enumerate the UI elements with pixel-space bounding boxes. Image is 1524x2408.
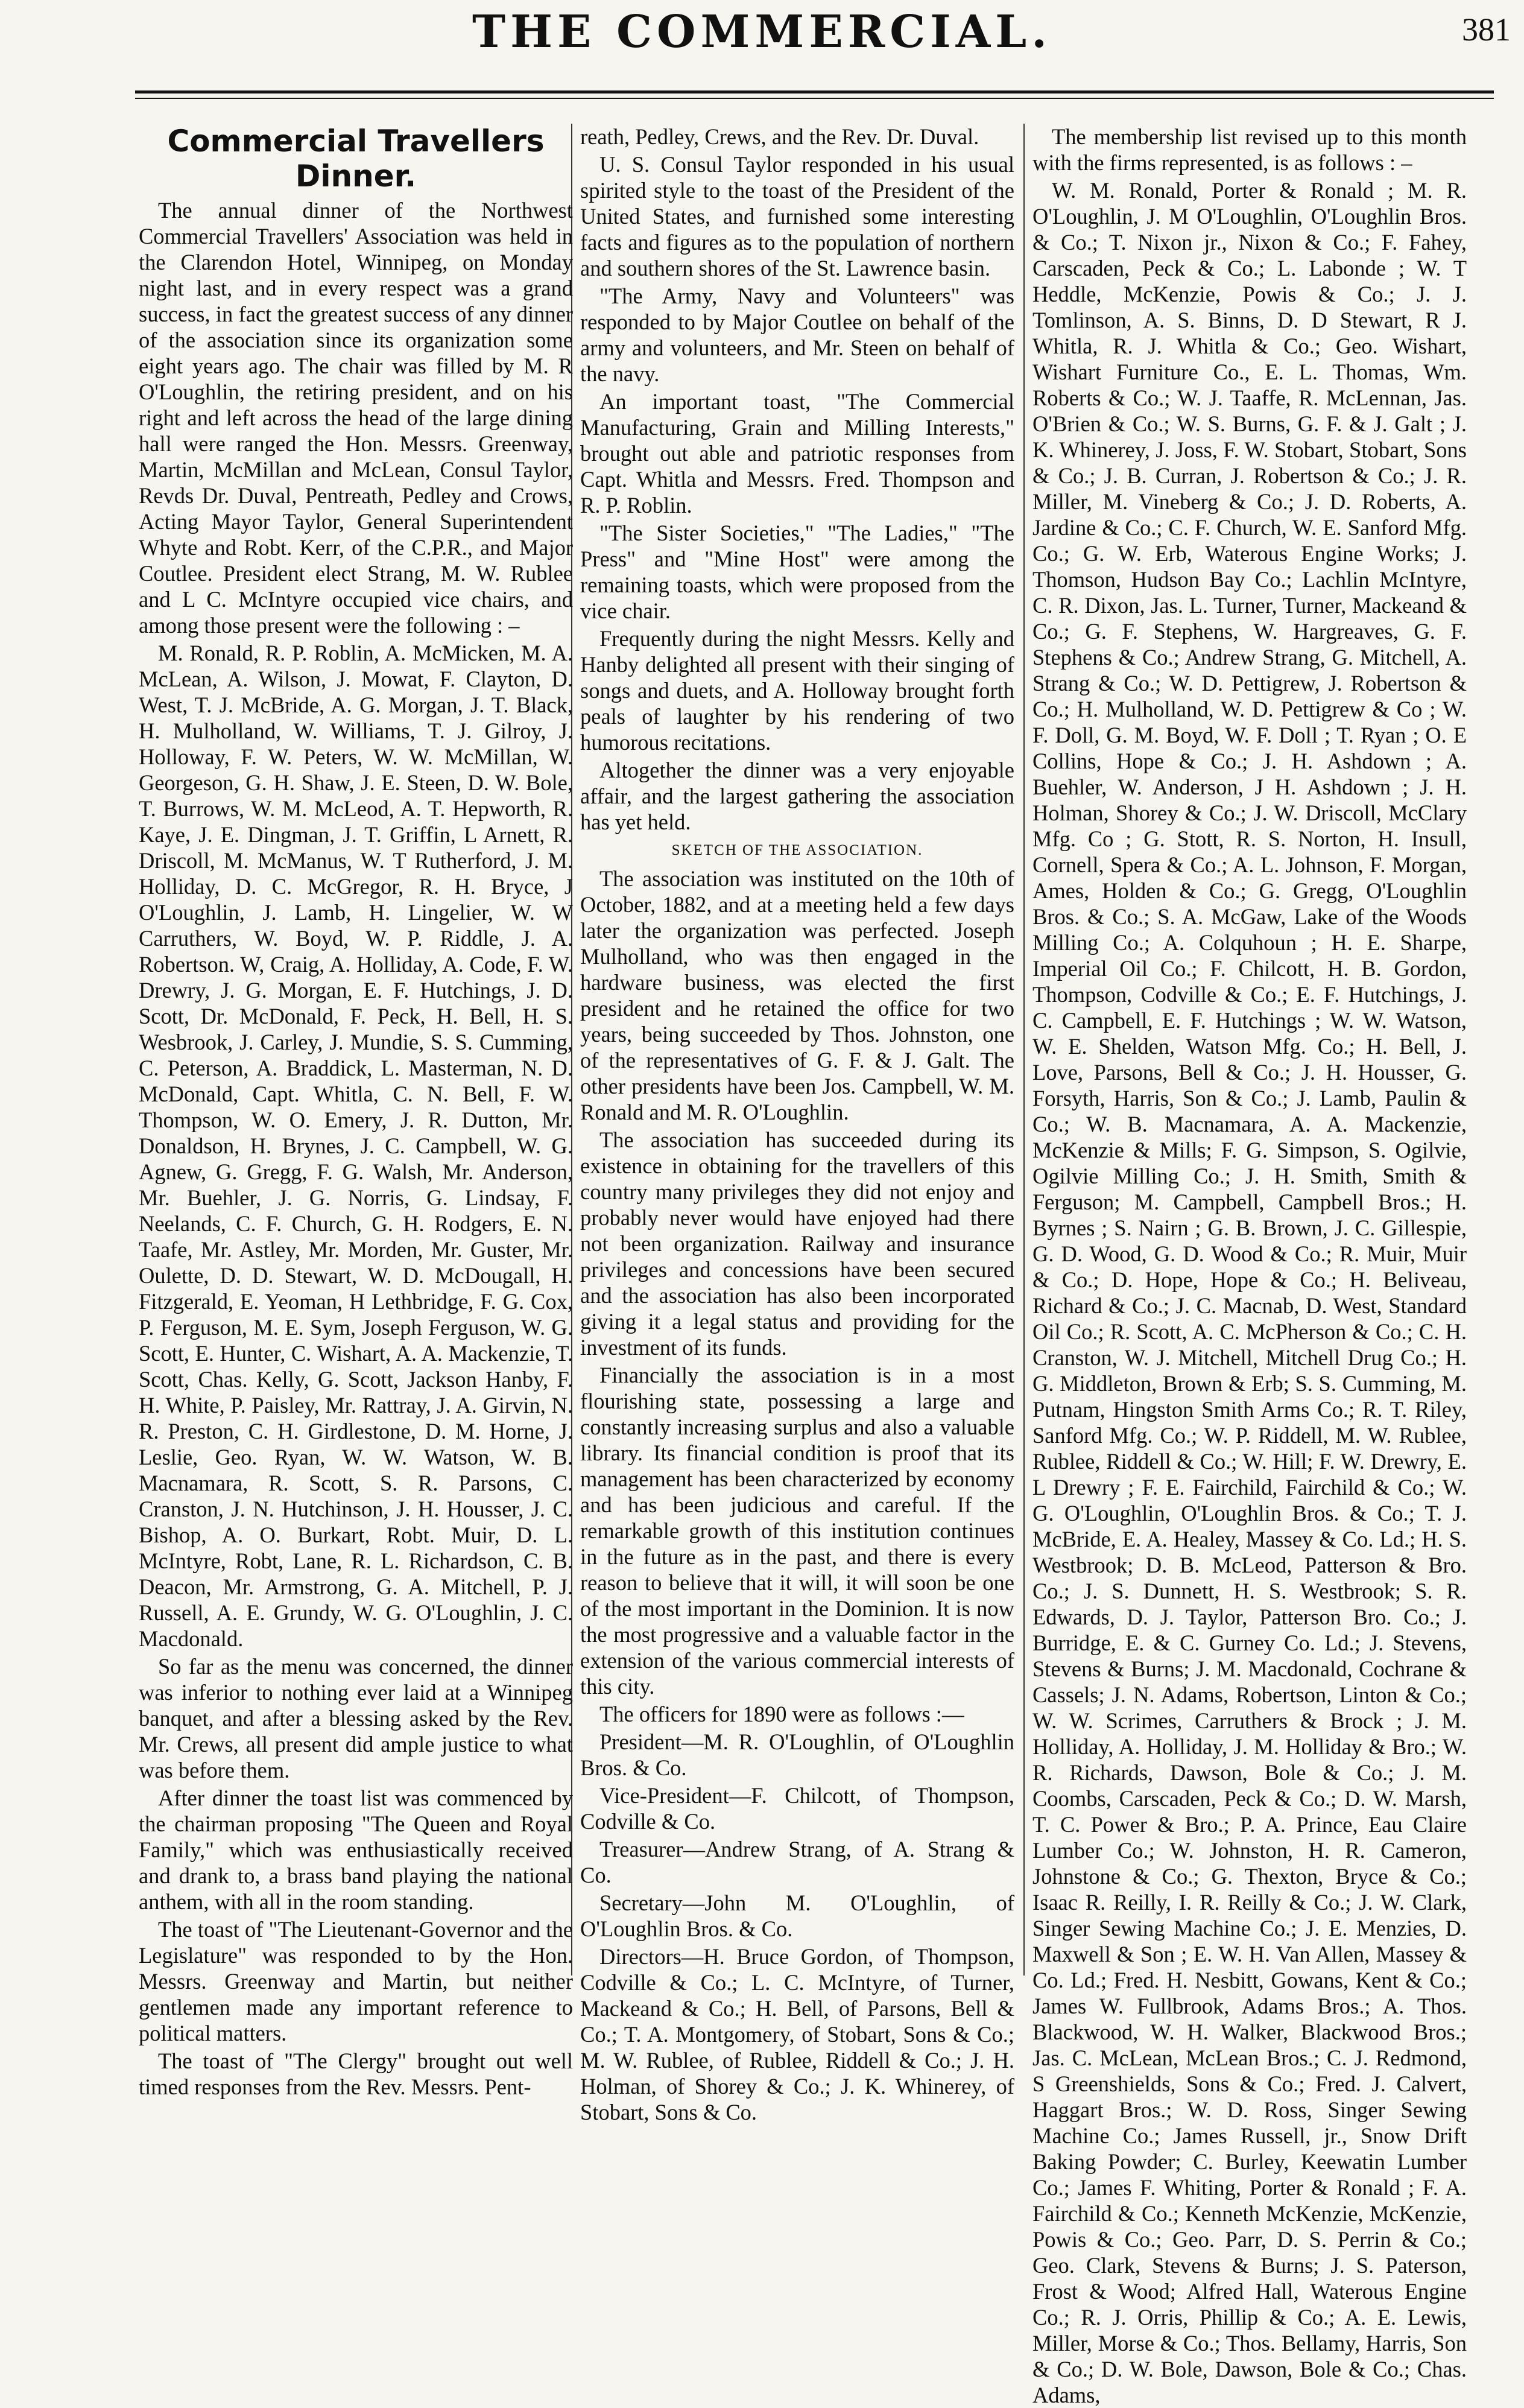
masthead-rule-thin bbox=[135, 98, 1494, 99]
paragraph: After dinner the toast list was commenced by the chairman proposing "The Queen and Royal Family," which was enthusiastically received and drank to, a brass band playing the national anthem, with all in the room standing. bbox=[139, 1785, 573, 1914]
paragraph: M. Ronald, R. P. Roblin, A. McMicken, M. A. McLean, A. Wilson, J. Mowat, F. Clayton, D. West, T. J. McBride, A. G. Morgan, J. T. Black, H. Mulholland, W. Williams, T. J. Gilroy, J. Holloway, F. W. Peters, W. W. McMillan, W. Georgeson, G. H. Shaw, J. E. Steen, D. W. Bole, T. Burrows, W. M. McLeod, A. T. Hepworth, R. Kaye, J. E. Dingman, J. T. Griffin, L Arnett, R. Driscoll, M. McManus, W. T Rutherford, J. M. Holliday, D. C. McGregor, R. H. Bryce, J O'Loughlin, J. Lamb, H. Lingelier, W. W Carruthers, W. Boyd, W. P. Riddle, J. A. Robertson. W, Craig, A. Holliday, A. Code, F. W. Drewry, J. G. Morgan, E. F. Hutchings, J. D. Scott, Dr. McDonald, F. Peck, H. Bell, H. S. Wesbrook, J. Carley, J. Mundie, S. S. Cumming, C. Peterson, A. Braddick, L. Masterman, N. D. McDonald, Capt. Whitla, C. N. Bell, F. W. Thompson, W. O. Emery, J. R. Dutton, Mr. Donaldson, H. Brynes, J. C. Campbell, W. G. Agnew, G. Gregg, F. G. Walsh, Mr. Anderson, Mr. Buehler, J. G. Norris, G. Lindsay, F. Neelands, C. F. Church, G. H. Rodgers, E. N. Taafe, Mr. Astley, Mr. Morden, Mr. Guster, Mr. Oulette, D. D. Stewart, W. D. McDougall, H. Fitzgerald, E. Yeoman, H Lethbridge, F. G. Cox, P. Ferguson, M. E. Sym, Joseph Ferguson, W. G. Scott, E. Hunter, C. Wishart, A. A. Mackenzie, T. Scott, Chas. Kelly, G. Scott, Jackson Hanby, F. H. White, P. Paisley, Mr. Rattray, J. A. Girvin, N. R. Preston, C. H. Girdlestone, D. M. Horne, J. Leslie, Geo. Ryan, W. W. Watson, W. B. Macnamara, R. Scott, S. R. Parsons, C. Cranston, J. N. Hutchinson, J. H. Housser, J. C. Bishop, A. O. Burkart, Robt. Muir, D. L. McIntyre, Robt, Lane, R. L. Richardson, C. B. Deacon, Mr. Armstrong, G. A. Mitchell, P. J. Russell, A. E. Grundy, W. G. O'Loughlin, J. C. Macdonald. bbox=[139, 641, 573, 1651]
paragraph: The association was instituted on the 10th of October, 1882, and at a meeting held a few days later the organization was perfected. Joseph Mulholland, who was then engaged in the hardware business, was elected the first president and he retained the office for two years, being succeeded by Thos. Johnston, one of the representatives of G. F. & J. Galt. The other presidents have been Jos. Campbell, W. M. Ronald and M. R. O'Loughlin. bbox=[580, 866, 1014, 1124]
officer-entry: Directors—H. Bruce Gordon, of Thompson, Codville & Co.; L. C. McIntyre, of Turner, Mackeand & Co.; H. Bell, of Parsons, Bell & Co.; T. A. Montgomery, of Stobart, Sons & Co.; M. W. Rublee, of Rublee, Riddell & Co.; J. H. Holman, of Shorey & Co.; J. K. Whinerey, of Stobart, Sons & Co. bbox=[580, 1944, 1014, 2124]
paragraph: Financially the association is in a most flourishing state, possessing a large and constantly increasing surplus and also a valuable library. Its financial condition is proof that its management has been characterized by economy and has been judicious and careful. If the remarkable growth of this institution continues in the future as in the past, and there is every reason to believe that it will, it will soon be one of the most important in the Dominion. It is now the most progressive and a valuable factor in the extension of the various commercial interests of this city. bbox=[580, 1363, 1014, 1699]
newspaper-title: THE COMMERCIAL. bbox=[472, 6, 1052, 58]
column-3 bbox=[1032, 124, 1467, 2407]
officer-entry: Secretary—John M. O'Loughlin, of O'Loughlin Bros. & Co. bbox=[580, 1890, 1014, 1941]
paragraph: The toast of "The Lieutenant-Governor and the Legislature" was responded to by the Hon. Messrs. Greenway and Martin, but neither gentlemen made any important reference to political matters. bbox=[139, 1917, 573, 2045]
officer-entry: Vice-President—F. Chilcott, of Thompson, Codville & Co. bbox=[580, 1783, 1014, 1834]
paragraph: The toast of "The Clergy" brought out well timed responses from the Rev. Messrs. Pent- bbox=[139, 2048, 573, 2099]
paragraph: So far as the menu was concerned, the dinner was inferior to nothing ever laid at a Winnipeg banquet, and after a blessing asked by the Rev. Mr. Crews, all present did ample justice to what was before them. bbox=[139, 1654, 573, 1782]
paragraph: Frequently during the night Messrs. Kelly and Hanby delighted all present with their singing of songs and duets, and A. Holloway brought forth peals of laughter by his rendering of two humorous recitations. bbox=[580, 626, 1014, 755]
column-divider bbox=[1023, 124, 1025, 1976]
page-number: 381 bbox=[1462, 11, 1511, 48]
paragraph: An important toast, "The Commercial Manufacturing, Grain and Milling Interests," brought out able and patriotic responses from Capt. Whitla and Messrs. Fred. Thompson and R. P. Roblin. bbox=[580, 389, 1014, 518]
paragraph: Altogether the dinner was a very enjoyable affair, and the largest gathering the association has yet held. bbox=[580, 758, 1014, 834]
paragraph: "The Army, Navy and Volunteers" was responded to by Major Coutlee on behalf of the army and volunteers, and Mr. Steen on behalf of the navy. bbox=[580, 284, 1014, 386]
membership-list: W. M. Ronald, Porter & Ronald ; M. R. O'Loughlin, J. M O'Loughlin, O'Loughlin Bros. & Co.; T. Nixon jr., Nixon & Co.; F. Fahey, Carscaden, Peck & Co.; L. Labonde ; W. T Heddle, McKenzie, Powis & Co.; J. J. Tomlinson, A. S. Binns, D. D Stewart, R J. Whitla, R. J. Whitla & Co.; Geo. Wishart, Wishart Furniture Co., E. L. Thomas, Wm. Roberts & Co.; W. J. Taaffe, R. McLennan, Jas. O'Brien & Co.; W. S. Burns, G. F. & J. Galt ; J. K. Whinerey, J. Joss, F. W. Stobart, Stobart, Sons & Co.; J. B. Curran, J. Robertson & Co.; J. R. Miller, M. Vineberg & Co.; J. D. Roberts, A. Jardine & Co.; C. F. Church, W. E. Sanford Mfg. Co.; G. W. Erb, Waterous Engine Works; J. Thomson, Hudson Bay Co.; Lachlin McIntyre, C. R. Dixon, Jas. L. Turner, Turner, Mackeand & Co.; G. F. Stephens, W. Hargreaves, G. F. Stephens & Co.; Andrew Strang, G. Mitchell, A. Strang & Co.; W. D. Pettigrew, J. Robertson & Co.; H. Mulholland, W. D. Pettigrew & Co ; W. F. Doll, G. M. Boyd, W. F. Doll ; T. Ryan ; O. E Collins, Hope & Co.; J. H. Ashdown ; A. Buehler, W. Anderson, J H. Ashdown ; J. H. Holman, Shorey & Co.; J. W. Driscoll, McClary Mfg. Co ; G. Stott, R. S. Norton, H. Insull, Cornell, Spera & Co.; A. L. Johnson, F. Morgan, Ames, Holden & Co.; G. Gregg, O'Loughlin Bros. & Co.; S. A. McGaw, Lake of the Woods Milling Co.; A. Colquhoun ; H. E. Sharpe, Imperial Oil Co.; F. Chilcott, H. B. Gordon, Thompson, Codville & Co.; E. F. Hutchings, J. C. Campbell, E. F. Hutchings ; W. W. Watson, W. E. Shelden, Watson Mfg. Co.; H. Bell, J. Love, Parsons, Bell & Co.; J. H. Housser, G. Forsyth, Harris, Son & Co.; J. Lamb, Paulin & Co.; W. B. Macnamara, A. A. Mackenzie, McKenzie & Mills; F. G. Simpson, S. Ogilvie, Ogilvie Milling Co.; J. H. Smith, Smith & Ferguson; M. Campbell, Campbell Bros.; H. Byrnes ; S. Nairn ; G. B. Brown, J. C. Gillespie, G. D. Wood, G. D. Wood & Co.; R. Muir, Muir & Co.; D. Hope, Hope & Co.; H. Beliveau, Richard & Co.; J. C. Macnab, D. West, Standard Oil Co.; R. Scott, A. C. McPherson & Co.; C. H. Cranston, W. J. Mitchell, Mitchell Drug Co.; H. G. Middleton, Brown & Erb; S. S. Cumming, M. Putnam, Hingston Smith Arms Co.; R. T. Riley, Sanford Mfg. Co.; W. P. Riddell, M. W. Rublee, Rublee, Riddell & Co.; W. Hill; F. W. Drewry, E. L Drewry ; F. E. Fairchild, Fairchild & Co.; W. G. O'Loughlin, O'Loughlin Bros. & Co.; T. J. McBride, E. A. Healey, Massey & Co. Ld.; H. S. Westbrook; D. B. McLeod, Patterson & Bro. Co.; J. S. Dunnett, H. S. Westbrook; S. R. Edwards, D. J. Taylor, Patterson Bro. Co.; J. Burridge, E. & C. Gurney Co. Ld.; J. Stevens, Stevens & Burns; J. M. Macdonald, Cochrane & Cassels; J. N. Adams, Robertson, Linton & Co.; W. W. Scrimes, Carruthers & Brock ; J. M. Holliday, A. Holliday, J. M. Holliday & Bro.; W. R. Richards, Dawson, Bole & Co.; J. M. Coombs, Carscaden, Peck & Co.; D. W. Marsh, T. C. Power & Bro.; P. A. Prince, Eau Claire Lumber Co.; W. Johnston, H. R. Cameron, Johnstone & Co.; G. Thexton, Bryce & Co.; Isaac R. Reilly, I. R. Reilly & Co.; J. W. Clark, Singer Sewing Machine Co.; J. E. Menzies, D. Maxwell & Son ; E. W. H. Van Allen, Massey & Co. Ld.; Fred. H. Nesbitt, Gowans, Kent & Co.; James W. Fullbrook, Adams Bros.; A. Thos. Blackwood, W. H. Walker, Blackwood Bros.; Jas. C. McLean, McLean Bros.; C. J. Redmond, S Greenshields, Sons & Co.; Fred. J. Calvert, Haggart Bros.; W. D. Ross, Singer Sewing Machine Co.; James Russell, jr., Snow Drift Baking Powder; C. Burley, Keewatin Lumber Co.; James F. Whiting, Porter & Ronald ; F. A. Fairchild & Co.; Kenneth McKenzie, McKenzie, Powis & Co.; Geo. Parr, D. S. Perrin & Co.; Geo. Clark, Stevens & Burns; J. S. Paterson, Frost & Wood; Alfred Hall, Waterous Engine Co.; R. J. Orris, Phillip & Co.; A. E. Lewis, Miller, Morse & Co.; Thos. Bellamy, Harris, Son & Co.; D. W. Bole, Dawson, Bole & Co.; Chas. Adams, bbox=[1032, 178, 1467, 2407]
paragraph: The membership list revised up to this month with the firms represented, is as follows : – bbox=[1032, 124, 1467, 175]
masthead-rule bbox=[135, 90, 1494, 93]
paragraph: reath, Pedley, Crews, and the Rev. Dr. Duval. bbox=[580, 124, 979, 149]
paragraph: The annual dinner of the Northwest Commercial Travellers' Association was held in the Clarendon Hotel, Winnipeg, on Monday night last, and in every respect was a grand success, in fact the greatest success of any dinner of the association since its organization some eight years ago. The chair was filled by M. R O'Loughlin, the retiring president, and on his right and left across the head of the large dining hall were ranged the Hon. Messrs. Greenway, Martin, McMillan and McLean, Consul Taylor, Revds Dr. Duval, Pentreath, Pedley and Crows, Acting Mayor Taylor, General Superintendent Whyte and Robt. Kerr, of the C.P.R., and Major Coutlee. President elect Strang, M. W. Rublee and L C. McIntyre occupied vice chairs, and among those present were the following : – bbox=[139, 198, 573, 638]
paragraph: The association has succeeded during its existence in obtaining for the travellers of this country many privileges they did not enjoy and probably never would have enjoyed had there not been organization. Railway and insurance privileges and concessions have been secured and the association has also been incorporated giving it a legal status and providing for the investment of its funds. bbox=[580, 1127, 1014, 1360]
officer-entry: President—M. R. O'Loughlin, of O'Loughlin Bros. & Co. bbox=[580, 1729, 1014, 1780]
column-2 bbox=[580, 124, 1014, 2124]
article-headline: Commercial Travellers Dinner. bbox=[167, 124, 545, 194]
column-1 bbox=[139, 124, 573, 2099]
section-subheading: SKETCH OF THE ASSOCIATION. bbox=[671, 842, 923, 858]
paragraph: U. S. Consul Taylor responded in his usual spirited style to the toast of the President of the United States, and furnished some interesting facts and figures as to the population of northern and southern shores of the St. Lawrence basin. bbox=[580, 152, 1014, 280]
masthead bbox=[0, 0, 1524, 121]
paragraph: The officers for 1890 were as follows :— bbox=[599, 1702, 964, 1726]
officer-entry: Treasurer—Andrew Strang, of A. Strang & Co. bbox=[580, 1837, 1014, 1887]
paragraph: "The Sister Societies," "The Ladies," "The Press" and "Mine Host" were among the remaining toasts, which were proposed from the vice chair. bbox=[580, 521, 1014, 623]
